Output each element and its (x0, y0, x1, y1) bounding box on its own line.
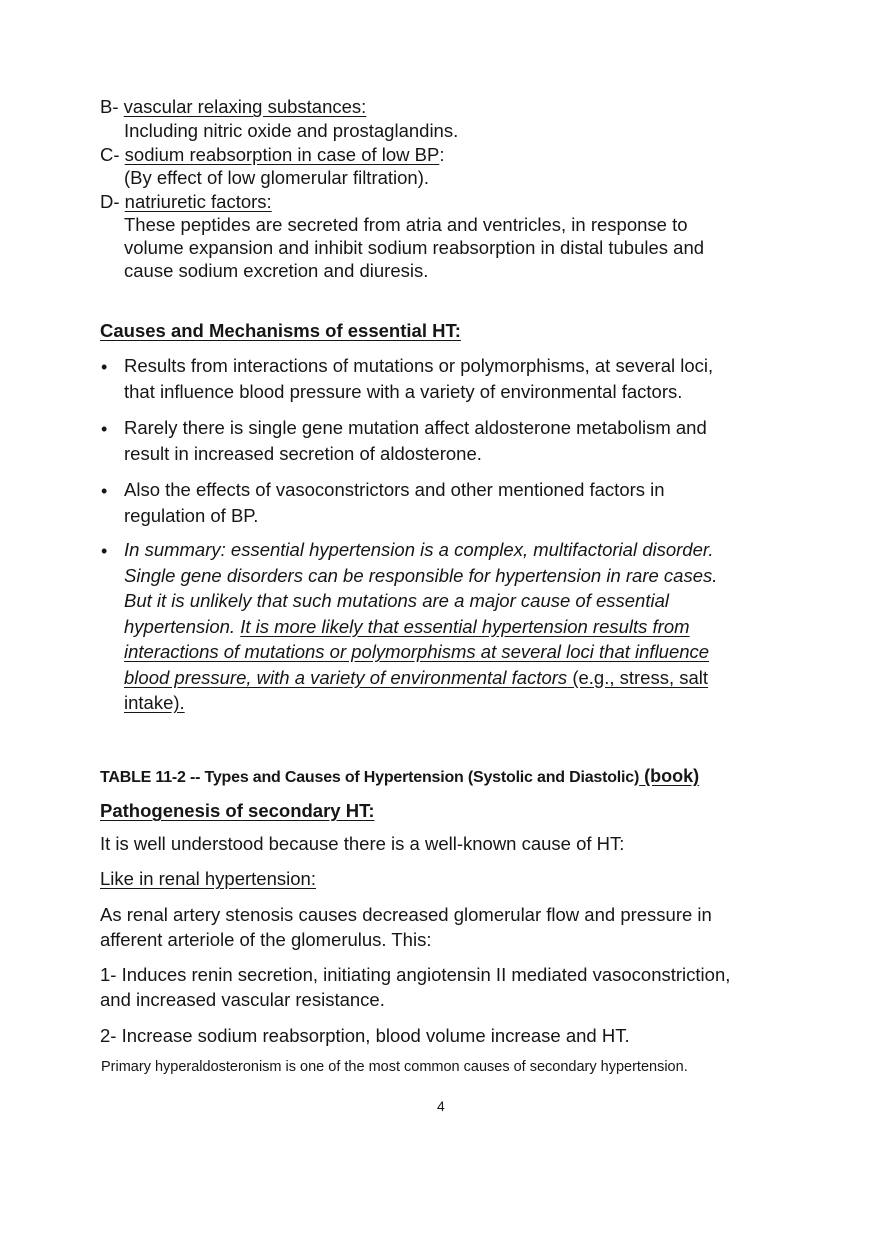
section-b-marker: B- (100, 96, 119, 117)
section-c-colon: : (439, 144, 445, 165)
renal-description-line: As renal artery stenosis causes decreased glomerular flow and pressure in (100, 904, 712, 925)
bullet-line: result in increased secretion of aldosterone. (124, 443, 482, 464)
table-reference-text: TABLE 11-2 -- Types and Causes of Hypertension (Systolic and Diastolic) (100, 769, 640, 786)
section-b-title (100, 96, 366, 118)
summary-italic-text: blood pressure, with a variety of environmental factors (124, 666, 568, 688)
summary-line (124, 614, 717, 640)
summary-block (124, 537, 717, 716)
causes-heading: Causes and Mechanisms of essential HT: (100, 320, 461, 341)
renal-heading: Like in renal hypertension: (100, 868, 316, 889)
bullet-line: Results from interactions of mutations or polymorphisms, at several loci, (124, 355, 714, 376)
bullet-line: regulation of BP. (124, 505, 259, 526)
summary-line: In summary: essential hypertension is a complex, multifactorial disorder. (124, 539, 714, 560)
section-b-body: Including nitric oxide and prostaglandins. (124, 120, 459, 141)
summary-line: But it is unlikely that such mutations are a major cause of essential (124, 590, 669, 611)
section-d-body-line: These peptides are secreted from atria and ventricles, in response to (124, 214, 688, 235)
bullet-line: that influence blood pressure with a variety of environmental factors. (124, 381, 683, 402)
summary-line (124, 665, 717, 691)
point-1-line: and increased vascular resistance. (100, 989, 385, 1010)
bullet-line: Also the effects of vasoconstrictors and other mentioned factors in (124, 479, 665, 500)
bullet-marker: • (101, 419, 108, 439)
section-c-body: (By effect of low glomerular filtration). (124, 167, 430, 188)
pathogenesis-heading: Pathogenesis of secondary HT: (100, 800, 375, 821)
section-d-body-line: cause sodium excretion and diuresis. (124, 260, 429, 281)
table-reference (100, 765, 699, 789)
page-number: 4 (437, 1098, 445, 1114)
section-c-title (100, 144, 444, 166)
section-d-body-line: volume expansion and inhibit sodium reabsorption in distal tubules and (124, 237, 705, 258)
footnote: Primary hyperaldosteronism is one of the most common causes of secondary hypertension. (101, 1059, 688, 1075)
bullet-line: Rarely there is single gene mutation affect aldosterone metabolism and (124, 417, 707, 438)
pathogenesis-intro: It is well understood because there is a well-known cause of HT: (100, 833, 625, 854)
section-d-title (100, 191, 272, 213)
book-reference: (book) (639, 766, 700, 786)
bullet-marker: • (101, 481, 108, 501)
section-d-heading: natriuretic factors: (124, 191, 272, 212)
section-d-marker: D- (100, 191, 120, 212)
section-c-marker: C- (100, 144, 120, 165)
point-2: 2- Increase sodium reabsorption, blood volume increase and HT. (100, 1025, 630, 1046)
point-1-line: 1- Induces renin secretion, initiating angiotensin II mediated vasoconstriction, (100, 964, 731, 985)
renal-description-line: afferent arteriole of the glomerulus. This: (100, 929, 432, 950)
summary-underlined-text: It is more likely that essential hypertension results from (240, 615, 690, 637)
summary-text: hypertension. (124, 615, 241, 637)
summary-text: (e.g., stress, salt (567, 666, 709, 688)
bullet-marker: • (101, 357, 108, 377)
summary-line: Single gene disorders can be responsible for hypertension in rare cases. (124, 564, 718, 586)
bullet-marker: • (101, 541, 108, 561)
summary-line: intake). (124, 692, 185, 713)
section-c-heading: sodium reabsorption in case of low BP (124, 144, 440, 165)
section-b-heading: vascular relaxing substances: (123, 96, 367, 117)
summary-line: interactions of mutations or polymorphisms at several loci that influence (124, 641, 710, 662)
